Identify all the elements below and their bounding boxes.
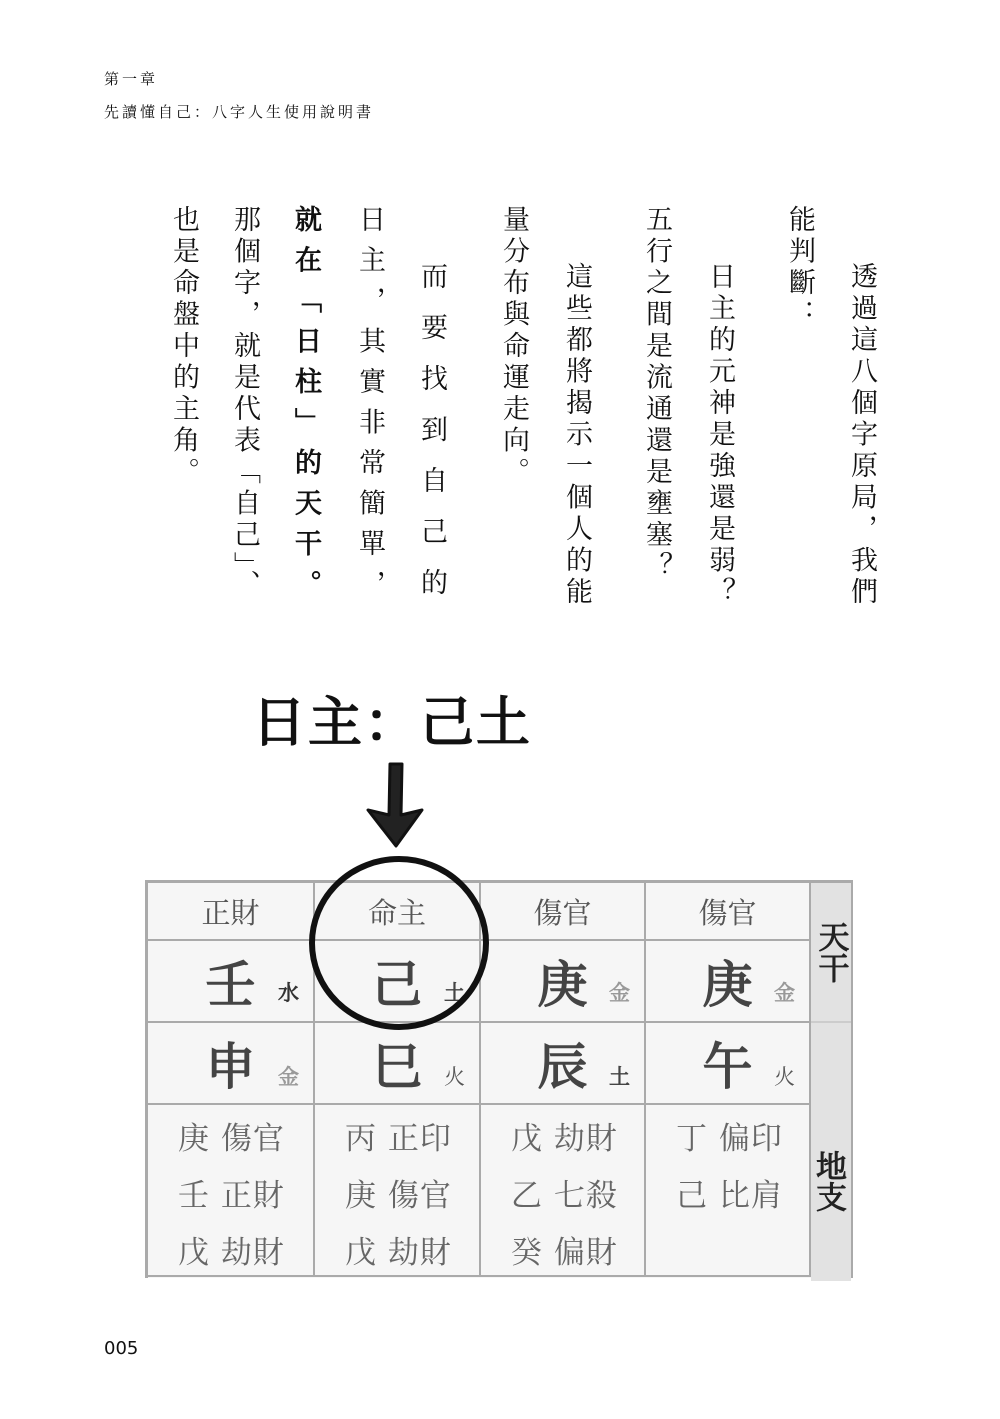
hidden-stem: 己 比肩 <box>676 1178 783 1214</box>
chapter-title: 先讀懂自己：八字人生使用說明書 <box>104 103 375 121</box>
body-column: 能判斷： <box>784 205 815 331</box>
ten-god-cell: 正財 <box>148 883 315 941</box>
hidden-stem: 丁 偏印 <box>676 1121 783 1157</box>
bazi-chart-table <box>145 880 853 1278</box>
stem-cell <box>148 941 315 1023</box>
element-label: 金 <box>278 1065 299 1089</box>
hidden-stems-cell <box>646 1105 811 1277</box>
element-label: 火 <box>774 1065 795 1089</box>
body-column-emphasis: 就在「日柱」的天干。 <box>290 205 321 610</box>
hidden-stem: 戊 劫財 <box>345 1235 452 1271</box>
body-column: 這些都將揭示一個人的能 <box>561 262 592 609</box>
body-column: 而要找到自己的 <box>416 262 447 619</box>
stem-char: 庚 <box>537 956 588 1014</box>
hidden-stem: 壬 正財 <box>178 1178 285 1214</box>
body-column: 量分布與命運走向。 <box>498 205 529 489</box>
hidden-stem: 丙 正印 <box>345 1121 452 1157</box>
chapter-label: 第一章 <box>104 70 159 88</box>
element-label: 土 <box>609 1065 630 1089</box>
branch-char: 巳 <box>372 1038 422 1096</box>
body-column: 透過這八個字原局，我們 <box>846 262 877 609</box>
hidden-stem: 癸 偏財 <box>511 1235 618 1271</box>
ten-god-cell: 傷官 <box>646 883 811 941</box>
element-label: 火 <box>444 1065 465 1089</box>
hidden-stems-cell <box>481 1105 646 1277</box>
element-label: 金 <box>774 981 795 1005</box>
highlight-circle <box>305 852 495 1036</box>
branch-char: 午 <box>702 1038 753 1096</box>
branch-cell <box>481 1023 646 1105</box>
stem-char: 庚 <box>702 956 753 1014</box>
figure-title: 日主：己土 <box>252 691 532 754</box>
hidden-stems-cell <box>148 1105 315 1277</box>
ten-god-cell: 傷官 <box>481 883 646 941</box>
element-label: 金 <box>609 981 630 1005</box>
branch-cell <box>646 1023 811 1105</box>
stem-char: 壬 <box>205 956 256 1014</box>
element-label: 土 <box>444 981 465 1005</box>
stem-cell <box>481 941 646 1023</box>
branch-char: 申 <box>205 1038 256 1096</box>
body-column: 那個字，就是代表「自己」、 <box>229 205 260 601</box>
hidden-stem: 庚 傷官 <box>178 1121 285 1157</box>
hidden-stems-cell <box>315 1105 481 1277</box>
stem-cell <box>646 941 811 1023</box>
ten-god-cell: 命主 <box>315 883 481 941</box>
stem-char: 己 <box>372 956 422 1014</box>
hidden-stem: 庚 傷官 <box>345 1178 452 1214</box>
side-label-stems: 天干 <box>811 883 851 1023</box>
body-column: 日主，其實非常簡單， <box>354 205 385 610</box>
body-column: 五行之間是流通還是壅塞？ <box>641 205 672 583</box>
body-column: 也是命盤中的主角。 <box>168 205 199 489</box>
branch-char: 辰 <box>537 1038 588 1096</box>
hidden-stem: 戊 劫財 <box>178 1235 285 1271</box>
branch-cell <box>148 1023 315 1105</box>
hidden-stem: 戊 劫財 <box>511 1121 618 1157</box>
hidden-stem: 乙 七殺 <box>511 1178 618 1214</box>
arrow-down-icon <box>360 760 430 850</box>
body-column: 日主的元神是強還是弱？ <box>704 262 735 609</box>
page-number: 005 <box>104 1338 139 1359</box>
element-label: 水 <box>278 981 299 1005</box>
side-label-branches: 地支 <box>811 1023 851 1281</box>
